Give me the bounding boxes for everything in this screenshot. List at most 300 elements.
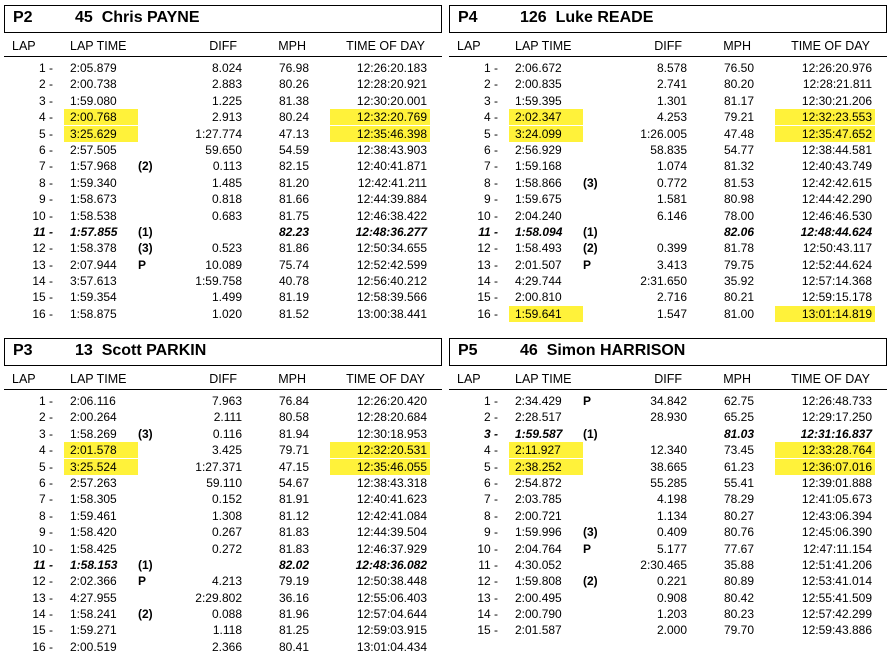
lap-diff: 1.203 [656, 607, 687, 622]
lap-mph: 80.26 [278, 77, 309, 92]
lap-mph: 54.77 [723, 142, 754, 157]
lap-number: 1 - [483, 394, 498, 408]
column-header-time-of-day: TIME OF DAY [346, 372, 425, 386]
lap-time: 1:59.168 [515, 159, 562, 174]
lap-number: 7 - [483, 159, 498, 174]
column-header-diff: DIFF [209, 39, 237, 53]
lap-time: 2:00.790 [515, 607, 562, 622]
table-row [4, 126, 442, 142]
lap-diff: 8.024 [211, 61, 242, 75]
lap-time: 1:58.153 [70, 557, 118, 572]
lap-diff: 0.152 [211, 492, 242, 507]
lap-number: 3 - [483, 426, 498, 441]
lap-time: 1:59.271 [70, 623, 117, 638]
lap-diff: 2.883 [211, 77, 242, 92]
lap-diff: 1.581 [656, 192, 687, 207]
table-row [449, 491, 887, 507]
lap-mph: 79.70 [723, 623, 754, 638]
time-of-day: 12:56:40.212 [356, 274, 427, 289]
time-of-day: 12:42:41.211 [357, 175, 427, 190]
time-of-day: 12:43:06.394 [801, 508, 872, 523]
lap-time: 2:04.240 [515, 208, 562, 223]
lap-diff: 1.547 [656, 306, 687, 321]
lap-number: 10 - [32, 208, 53, 223]
lap-diff: 5.177 [656, 541, 687, 556]
lap-mph: 77.67 [723, 541, 754, 556]
table-row [4, 257, 442, 273]
lap-number: 7 - [483, 492, 498, 507]
lap-diff: 10.089 [205, 257, 242, 272]
time-of-day: 12:44:39.504 [356, 525, 427, 540]
lap-mph: 40.78 [278, 274, 309, 289]
time-of-day: 12:44:42.290 [801, 192, 872, 207]
lap-mph: 80.98 [723, 192, 754, 207]
column-headers [4, 34, 442, 57]
lap-time: 2:00.495 [515, 590, 562, 605]
lap-number: 7 - [38, 159, 53, 174]
time-of-day: 12:57:04.644 [356, 607, 427, 622]
lap-time: 2:38.252 [515, 459, 562, 474]
table-row [4, 175, 442, 191]
table-row [4, 491, 442, 507]
lap-diff: 0.523 [211, 241, 242, 256]
lap-time: 1:58.241 [70, 607, 117, 622]
lap-number: 5 - [483, 126, 498, 141]
table-row [449, 289, 887, 305]
table-row [4, 240, 442, 256]
lap-mph: 82.15 [278, 159, 309, 174]
lap-diff: 7.963 [211, 394, 242, 408]
driver-header [449, 5, 887, 33]
time-of-day: 12:26:20.183 [356, 61, 427, 75]
lap-table [449, 60, 887, 322]
lap-diff: 1.074 [656, 159, 687, 174]
lap-number: 3 - [483, 93, 498, 108]
lap-mph: 81.83 [278, 541, 309, 556]
table-row [4, 622, 442, 638]
lap-mph: 82.02 [278, 557, 309, 572]
table-row [4, 93, 442, 109]
lap-marker: (2) [583, 241, 598, 256]
time-of-day: 12:38:43.318 [356, 475, 427, 490]
column-header-lap: LAP [457, 39, 481, 53]
lap-number: 15 - [32, 290, 53, 305]
time-of-day: 12:48:44.624 [800, 224, 872, 239]
table-row [449, 541, 887, 557]
time-of-day: 12:53:41.014 [801, 574, 872, 589]
lap-number: 4 - [38, 443, 53, 458]
table-row [449, 60, 887, 76]
table-row [4, 393, 442, 409]
lap-marker: P [138, 574, 147, 589]
time-of-day: 12:28:20.921 [356, 77, 427, 92]
race-position: P4 [458, 9, 478, 26]
lap-mph: 80.58 [278, 410, 309, 425]
lap-marker: (3) [583, 175, 598, 190]
time-of-day: 12:40:41.623 [356, 492, 427, 507]
time-of-day: 12:28:20.684 [356, 410, 427, 425]
lap-number: 11 - [478, 224, 498, 239]
lap-time: 2:00.810 [515, 290, 562, 305]
lap-number: 10 - [477, 541, 498, 556]
lap-mph: 61.23 [723, 459, 754, 474]
lap-time: 2:04.764 [515, 541, 562, 556]
lap-number: 6 - [483, 142, 498, 157]
time-of-day: 12:35:46.398 [356, 126, 427, 141]
time-of-day: 12:26:20.420 [356, 394, 427, 408]
time-of-day: 12:59:43.886 [801, 623, 872, 638]
lap-diff: 0.088 [211, 607, 242, 622]
time-of-day: 12:35:46.055 [356, 459, 427, 474]
time-of-day: 12:59:15.178 [801, 290, 872, 305]
lap-mph: 81.12 [278, 508, 309, 523]
driver-name: 46 Simon HARRISON [520, 342, 686, 359]
lap-diff: 3.413 [656, 257, 687, 272]
lap-mph: 55.41 [723, 475, 754, 490]
lap-time: 2:28.517 [515, 410, 562, 425]
table-row [449, 459, 887, 475]
lap-marker: (1) [138, 224, 153, 239]
column-header-diff: DIFF [654, 372, 682, 386]
lap-mph: 80.23 [723, 607, 754, 622]
table-row [449, 240, 887, 256]
column-header-diff: DIFF [209, 372, 237, 386]
lap-mph: 78.29 [723, 492, 754, 507]
lap-mph: 81.03 [723, 426, 754, 441]
lap-time: 1:58.269 [70, 426, 117, 441]
lap-mph: 81.96 [278, 607, 309, 622]
driver-header [4, 338, 442, 366]
table-row [4, 76, 442, 92]
lap-mph: 82.06 [723, 224, 754, 239]
lap-mph: 81.19 [278, 290, 309, 305]
lap-diff: 2.366 [211, 639, 242, 654]
table-row [449, 508, 887, 524]
table-row [449, 208, 887, 224]
table-row [449, 109, 887, 125]
lap-diff: 1:59.758 [195, 274, 242, 289]
race-position: P3 [13, 342, 33, 359]
lap-time: 4:27.955 [70, 590, 117, 605]
driver-header [4, 5, 442, 33]
lap-diff: 2.716 [656, 290, 687, 305]
lap-diff: 3.425 [211, 443, 242, 458]
lap-time: 1:58.866 [515, 175, 562, 190]
lap-number: 15 - [477, 290, 498, 305]
table-row [449, 191, 887, 207]
column-header-diff: DIFF [654, 39, 682, 53]
time-of-day: 13:01:14.819 [801, 306, 872, 321]
lap-number: 10 - [477, 208, 498, 223]
lap-mph: 62.75 [723, 394, 754, 408]
time-of-day: 12:57:42.299 [801, 607, 872, 622]
lap-time: 2:02.347 [515, 110, 562, 125]
lap-time: 1:59.080 [70, 93, 117, 108]
lap-diff: 1.308 [211, 508, 242, 523]
lap-number: 13 - [477, 590, 498, 605]
lap-mph: 47.13 [278, 126, 309, 141]
time-of-day: 12:38:44.581 [801, 142, 872, 157]
lap-mph: 54.59 [278, 142, 309, 157]
lap-marker: P [583, 394, 592, 408]
column-header-lap: LAP [457, 372, 481, 386]
time-of-day: 12:40:41.871 [356, 159, 427, 174]
table-row [449, 76, 887, 92]
lap-mph: 80.76 [723, 525, 754, 540]
time-of-day: 12:26:20.976 [801, 61, 872, 75]
table-row [449, 158, 887, 174]
lap-number: 11 - [33, 224, 53, 239]
lap-number: 8 - [38, 175, 53, 190]
lap-number: 9 - [483, 525, 498, 540]
lap-time: 1:59.587 [515, 426, 563, 441]
lap-mph: 79.75 [723, 257, 754, 272]
lap-diff: 2:29.802 [195, 590, 242, 605]
lap-mph: 80.42 [723, 590, 754, 605]
driver-name: 126 Luke READE [520, 9, 654, 26]
lap-marker: (1) [583, 224, 598, 239]
lap-diff: 0.683 [211, 208, 242, 223]
lap-time: 2:05.879 [70, 61, 117, 75]
lap-time: 2:57.263 [70, 475, 117, 490]
time-of-day: 12:57:14.368 [801, 274, 872, 289]
race-position: P2 [13, 9, 33, 26]
lap-time: 1:58.305 [70, 492, 117, 507]
lap-time: 2:56.929 [515, 142, 562, 157]
lap-time: 4:30.052 [515, 557, 562, 572]
lap-time: 1:57.855 [70, 224, 118, 239]
lap-number: 5 - [38, 126, 53, 141]
table-row [449, 573, 887, 589]
table-row [449, 409, 887, 425]
column-header-lap: LAP [12, 39, 36, 53]
lap-diff: 59.110 [206, 475, 242, 490]
lap-diff: 0.113 [212, 159, 242, 174]
lap-diff: 0.409 [656, 525, 687, 540]
table-row [4, 273, 442, 289]
lap-table [4, 60, 442, 322]
lap-mph: 35.92 [723, 274, 754, 289]
lap-time: 1:59.354 [70, 290, 117, 305]
table-row [4, 158, 442, 174]
lap-number: 8 - [483, 508, 498, 523]
lap-number: 5 - [38, 459, 53, 474]
lap-mph: 65.25 [723, 410, 754, 425]
lap-time: 3:57.613 [70, 274, 117, 289]
lap-mph: 81.75 [278, 208, 309, 223]
lap-diff: 1.485 [211, 175, 242, 190]
table-row [449, 93, 887, 109]
lap-diff: 2:30.465 [640, 557, 687, 572]
time-of-day: 12:51:41.206 [801, 557, 872, 572]
lap-number: 4 - [483, 110, 498, 125]
table-row [4, 142, 442, 158]
lap-mph: 75.74 [278, 257, 309, 272]
time-of-day: 12:36:07.016 [801, 459, 872, 474]
lap-time: 1:58.420 [70, 525, 117, 540]
time-of-day: 12:50:43.117 [802, 241, 872, 256]
lap-mph: 47.48 [723, 126, 754, 141]
table-row [4, 426, 442, 442]
lap-mph: 81.17 [723, 93, 754, 108]
column-header-time-of-day: TIME OF DAY [791, 372, 870, 386]
time-of-day: 12:50:34.655 [356, 241, 427, 256]
table-row [4, 191, 442, 207]
lap-table [4, 393, 442, 655]
lap-number: 2 - [483, 77, 498, 92]
table-row [449, 442, 887, 458]
lap-number: 12 - [32, 241, 53, 256]
lap-mph: 81.20 [278, 175, 309, 190]
lap-diff: 1.134 [656, 508, 687, 523]
time-of-day: 12:30:20.001 [356, 93, 427, 108]
table-row [449, 257, 887, 273]
time-of-day: 12:46:38.422 [356, 208, 427, 223]
lap-diff: 34.842 [650, 394, 687, 408]
lap-time: 3:24.099 [515, 126, 562, 141]
lap-diff: 59.650 [205, 142, 242, 157]
lap-mph: 81.91 [278, 492, 309, 507]
lap-time: 2:34.429 [515, 394, 562, 408]
lap-diff: 0.908 [656, 590, 687, 605]
lap-number: 5 - [483, 459, 498, 474]
table-row [449, 590, 887, 606]
table-row [4, 606, 442, 622]
lap-number: 6 - [38, 475, 53, 490]
lap-number: 13 - [477, 257, 498, 272]
lap-time: 1:58.425 [70, 541, 117, 556]
table-row [4, 639, 442, 655]
table-row [449, 175, 887, 191]
lap-diff: 0.116 [212, 426, 242, 441]
lap-time: 2:00.264 [70, 410, 117, 425]
time-of-day: 12:55:06.403 [356, 590, 427, 605]
lap-mph: 80.89 [723, 574, 754, 589]
driver-header [449, 338, 887, 366]
lap-diff: 1:26.005 [640, 126, 687, 141]
column-header-lap-time: LAP TIME [70, 372, 127, 386]
lap-number: 6 - [38, 142, 53, 157]
time-of-day: 12:58:39.566 [356, 290, 427, 305]
lap-marker: (3) [138, 426, 153, 441]
table-row [4, 442, 442, 458]
lap-time: 1:58.094 [515, 224, 563, 239]
lap-mph: 76.50 [723, 61, 754, 75]
time-of-day: 12:46:46.530 [801, 208, 872, 223]
lap-time: 1:58.538 [70, 208, 117, 223]
lap-mph: 76.84 [278, 394, 309, 408]
lap-diff: 6.146 [656, 208, 687, 223]
time-of-day: 13:01:04.434 [356, 639, 427, 654]
lap-marker: P [138, 257, 147, 272]
time-of-day: 12:52:42.599 [356, 257, 427, 272]
table-row [4, 573, 442, 589]
lap-mph: 54.67 [278, 475, 309, 490]
column-header-mph: MPH [723, 372, 751, 386]
lap-mph: 78.00 [723, 208, 754, 223]
time-of-day: 12:44:39.884 [356, 192, 427, 207]
lap-mph: 80.27 [723, 508, 754, 523]
lap-number: 2 - [38, 77, 53, 92]
lap-time: 2:57.505 [70, 142, 117, 157]
table-row [449, 606, 887, 622]
time-of-day: 12:45:06.390 [801, 525, 872, 540]
time-of-day: 12:42:42.615 [801, 175, 872, 190]
lap-table [449, 393, 887, 639]
lap-mph: 80.41 [278, 639, 309, 654]
lap-number: 14 - [32, 274, 53, 289]
table-row [4, 289, 442, 305]
lap-number: 1 - [38, 61, 53, 75]
lap-time: 1:58.875 [70, 306, 117, 321]
table-row [4, 541, 442, 557]
lap-marker: (1) [138, 557, 153, 572]
column-header-lap-time: LAP TIME [515, 372, 572, 386]
lap-number: 13 - [32, 257, 53, 272]
lap-mph: 47.15 [278, 459, 309, 474]
lap-number: 16 - [32, 639, 53, 654]
lap-mph: 81.53 [723, 175, 754, 190]
time-of-day: 12:39:01.888 [801, 475, 872, 490]
lap-number: 9 - [38, 192, 53, 207]
lap-time: 2:00.519 [70, 639, 117, 654]
table-row [449, 524, 887, 540]
lap-number: 2 - [483, 410, 498, 425]
column-header-mph: MPH [278, 372, 306, 386]
column-header-time-of-day: TIME OF DAY [346, 39, 425, 53]
time-of-day: 12:38:43.903 [356, 142, 427, 157]
lap-mph: 80.24 [278, 110, 309, 125]
column-header-mph: MPH [723, 39, 751, 53]
time-of-day: 12:32:20.769 [356, 110, 427, 125]
lap-number: 3 - [38, 93, 53, 108]
lap-time: 2:07.944 [70, 257, 117, 272]
lap-marker: P [583, 257, 592, 272]
lap-mph: 81.38 [278, 93, 309, 108]
lap-marker: (3) [138, 241, 153, 256]
column-headers [449, 367, 887, 390]
table-row [449, 475, 887, 491]
lap-mph: 81.86 [278, 241, 309, 256]
table-row [4, 475, 442, 491]
lap-diff: 55.285 [650, 475, 687, 490]
lap-time: 2:00.768 [70, 110, 117, 125]
lap-number: 10 - [32, 541, 53, 556]
lap-time: 2:01.578 [70, 443, 117, 458]
lap-number: 15 - [477, 623, 498, 638]
lap-number: 1 - [483, 61, 498, 75]
lap-diff: 0.272 [211, 541, 242, 556]
lap-number: 14 - [477, 274, 498, 289]
lap-time: 1:59.675 [515, 192, 562, 207]
lap-diff: 2:31.650 [640, 274, 687, 289]
lap-diff: 58.835 [650, 142, 687, 157]
time-of-day: 12:48:36.277 [355, 224, 427, 239]
lap-time: 2:01.587 [515, 623, 562, 638]
time-of-day: 12:31:16.837 [800, 426, 872, 441]
table-row [4, 306, 442, 322]
table-row [4, 557, 442, 573]
table-row [4, 459, 442, 475]
lap-number: 16 - [477, 306, 498, 321]
lap-number: 8 - [483, 175, 498, 190]
lap-mph: 81.94 [278, 426, 309, 441]
driver-name: 45 Chris PAYNE [75, 9, 200, 26]
lap-number: 3 - [38, 426, 53, 441]
lap-number: 7 - [38, 492, 53, 507]
lap-time: 2:06.672 [515, 61, 562, 75]
lap-mph: 81.78 [723, 241, 754, 256]
